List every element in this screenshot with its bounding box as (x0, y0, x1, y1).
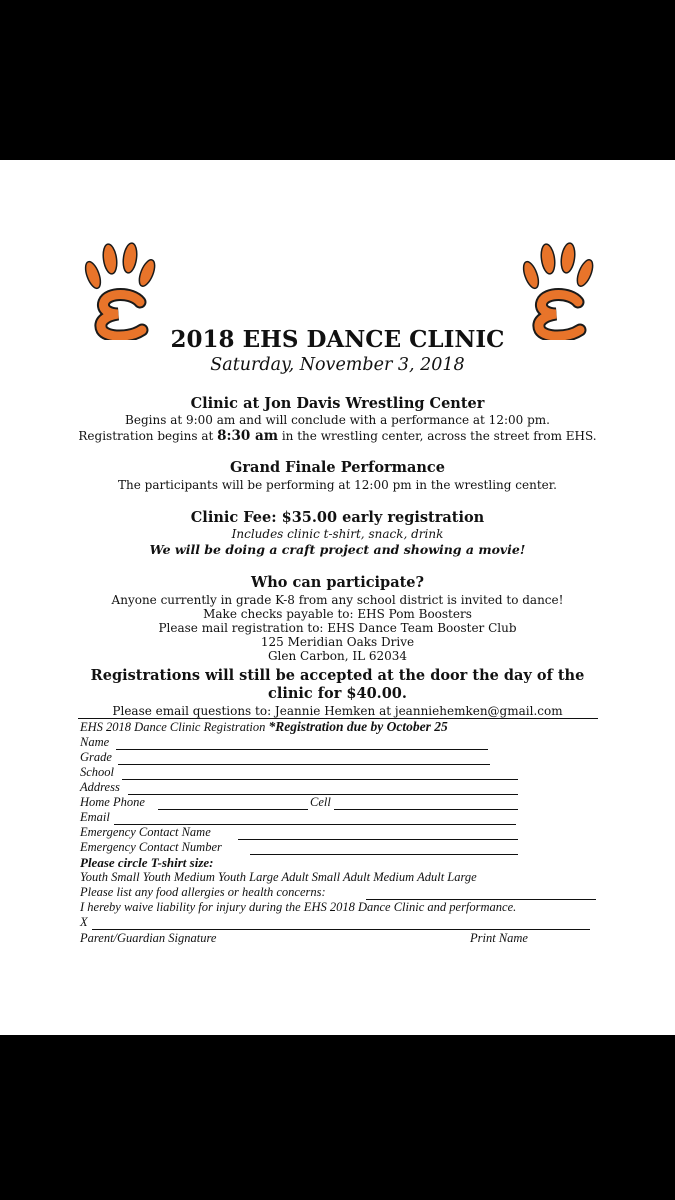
form-due-date: *Registration due by October 25 (268, 719, 448, 734)
flyer-date: Saturday, November 3, 2018 (210, 355, 465, 375)
finale-line: The participants will be performing at 12:00 pm in the wrestling center. (118, 478, 557, 492)
email-line: Please email questions to: Jeannie Hemken at jeanniehemken@gmail.com (112, 704, 563, 718)
fee-craft-note: We will be doing a craft project and showing a movie! (149, 542, 526, 557)
cell-label: Cell (310, 795, 331, 809)
signature-label: Parent/Guardian Signature (80, 931, 217, 945)
location-heading: Clinic at Jon Davis Wrestling Center (190, 395, 485, 412)
signature-line[interactable] (92, 929, 590, 930)
school-label: School (80, 765, 115, 779)
who-line: Anyone currently in grade K-8 from any school district is invited to dance! (111, 593, 564, 607)
name-label: Name (80, 735, 110, 749)
print-name-label: Print Name (470, 931, 528, 945)
who-line: 125 Meridian Oaks Drive (260, 635, 415, 649)
cell-line[interactable] (334, 809, 518, 810)
location-line-2 (0, 428, 675, 444)
tshirt-heading: Please circle T-shirt size: (80, 855, 214, 870)
who-line: Make checks payable to: EHS Pom Boosters (203, 607, 472, 621)
form-header (80, 719, 448, 735)
waiver-text: I hereby waive liability for injury during the EHS 2018 Dance Clinic and performance. (80, 900, 517, 914)
paw-logo-right-icon (518, 240, 600, 340)
paw-logo-left-icon (80, 240, 162, 340)
emergency-number-label: Emergency Contact Number (80, 840, 222, 854)
form-header-text: EHS 2018 Dance Clinic Registration (80, 720, 269, 734)
school-line[interactable] (122, 779, 518, 780)
grade-label: Grade (80, 750, 112, 764)
who-line: Please mail registration to: EHS Dance Team Booster Club (158, 621, 517, 635)
door-line-1: Registrations will still be accepted at the door the day of the (90, 667, 585, 684)
grade-line[interactable] (118, 764, 490, 765)
location-line-1: Begins at 9:00 am and will conclude with a performance at 12:00 pm. (125, 413, 550, 427)
tshirt-sizes[interactable]: Youth Small Youth Medium Youth Large Adult Small Adult Medium Adult Large (80, 870, 477, 884)
registration-time: 8:30 am (217, 428, 279, 444)
home-phone-label: Home Phone (80, 795, 145, 809)
fee-includes: Includes clinic t-shirt, snack, drink (231, 527, 444, 541)
emergency-name-label: Emergency Contact Name (80, 825, 211, 839)
email-label: Email (80, 810, 110, 824)
flyer-title: 2018 EHS DANCE CLINIC (170, 326, 505, 353)
name-line[interactable] (116, 749, 488, 750)
address-label: Address (80, 780, 120, 794)
who-heading: Who can participate? (250, 574, 425, 591)
registration-location-text: in the wrestling center, across the street from EHS. (278, 429, 597, 443)
registration-begins-text: Registration begins at (78, 429, 218, 443)
allergies-label: Please list any food allergies or health concerns: (80, 885, 326, 899)
signature-x: X (80, 915, 88, 929)
flyer-page (0, 160, 675, 1035)
emergency-number-line[interactable] (250, 854, 518, 855)
emergency-name-line[interactable] (238, 839, 518, 840)
who-line: Glen Carbon, IL 62034 (267, 649, 408, 663)
finale-heading: Grand Finale Performance (230, 459, 445, 476)
home-phone-line[interactable] (158, 809, 308, 810)
door-line-2: clinic for $40.00. (268, 685, 407, 702)
fee-heading: Clinic Fee: $35.00 early registration (190, 509, 485, 526)
